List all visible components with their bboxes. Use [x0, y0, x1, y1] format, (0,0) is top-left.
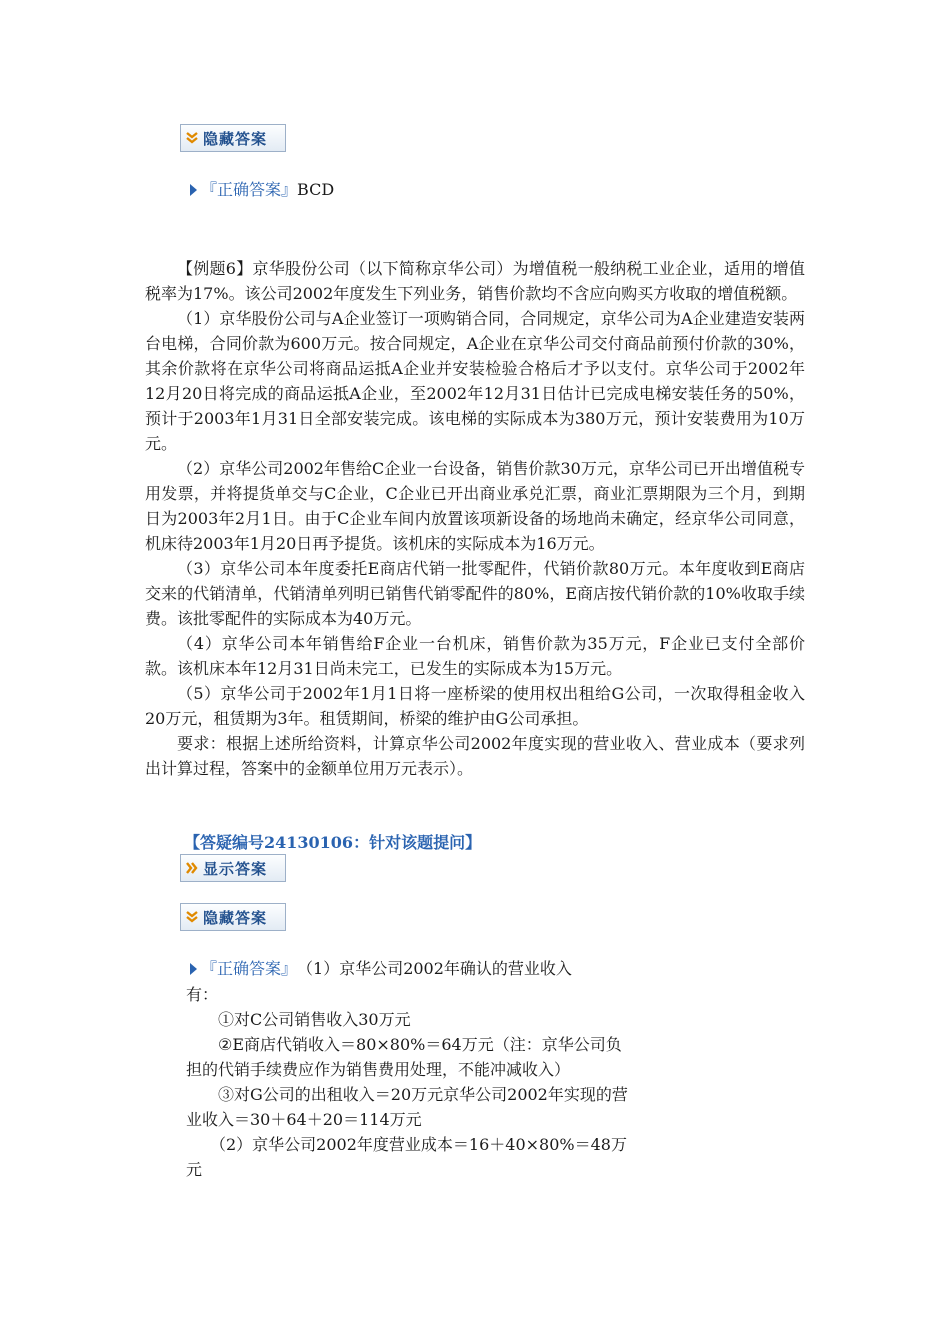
- correct-answer-label: 『正确答案』: [201, 959, 298, 978]
- question-item-2: （2）京华公司2002年售给C企业一台设备，销售价款30万元，京华公司已开出增值税专用发票，并将提货单交与C企业，C企业已开出商业承兑汇票，商业汇票期限为三个月，到期日为2003年2月1日。由于C企业车间内放置该项新设备的场地尚未确定，经京华公司同意，机床待2003年1月20日再予提货。该机床的实际成本为16万元。: [145, 459, 805, 553]
- hide-answer-label: 隐藏答案: [203, 129, 268, 148]
- hide-answer-button[interactable]: [180, 124, 286, 152]
- show-answer-button[interactable]: [180, 854, 286, 882]
- question-item-5: （5）京华公司于2002年1月1日将一座桥梁的使用权出租给G公司，一次取得租金收入20万元，租赁期为3年。租赁期间，桥梁的维护由G公司承担。: [145, 684, 805, 728]
- hide-answer-button-2[interactable]: [180, 903, 286, 931]
- solution-g-revenue: ③对G公司的出租收入＝20万元京华公司2002年实现的营业收入＝30＋64＋20＝114万元: [186, 1085, 628, 1129]
- solution-cost: （2）京华公司2002年度营业成本＝16＋40×80%＝48万元: [186, 1135, 627, 1179]
- example-question: [145, 256, 805, 781]
- solution-e-revenue: ②E商店代销收入＝80×80%＝64万元（注：京华公司负担的代销手续费应作为销售费用处理，不能冲减收入）: [186, 1035, 622, 1079]
- show-answer-label: 显示答案: [203, 859, 268, 878]
- solution-body: [186, 982, 636, 1182]
- double-chevron-down-icon: [185, 131, 199, 145]
- qa-link[interactable]: 【答疑编号24130106：针对该题提问】: [184, 833, 482, 852]
- question-item-4: （4）京华公司本年销售给F企业一台机床，销售价款为35万元，F企业已支付全部价款。该机床本年12月31日尚未完工，已发生的实际成本为15万元。: [145, 634, 805, 678]
- double-chevron-right-icon: [185, 861, 199, 875]
- correct-answer-label: 『正确答案』: [201, 180, 298, 199]
- double-chevron-down-icon: [185, 910, 199, 924]
- correct-answer-line: [190, 177, 334, 203]
- question-item-3: （3）京华公司本年度委托E商店代销一批零配件，代销价款80万元。本年度收到E商店交来的代销清单，代销清单列明已销售代销零配件的80%，E商店按代销价款的10%收取手续费。该批零配件的实际成本为40万元。: [145, 559, 805, 628]
- correct-answer-value: BCD: [297, 180, 335, 199]
- solution-c-revenue: ①对C公司销售收入30万元: [218, 1010, 411, 1029]
- correct-answer-line-2: [190, 956, 572, 982]
- question-item-1: （1）京华股份公司与A企业签订一项购销合同，合同规定，京华公司为A企业建造安装两台电梯，合同价款为600万元。按合同规定，A企业在京华公司交付商品前预付价款的30%，其余价款将在京华公司将商品运抵A企业并安装检验合格后才予以支付。京华公司于2002年12月20日将完成的商品运抵A企业，至2002年12月31日估计已完成电梯安装任务的50%，预计于2003年1月31日全部安装完成。该电梯的实际成本为380万元，预计安装费用为10万元。: [145, 309, 805, 453]
- solution-first-line: （1）京华公司2002年确认的营业收入: [297, 959, 572, 978]
- question-intro: 【例题6】京华股份公司（以下简称京华公司）为增值税一般纳税工业企业，适用的增值税率为17%。该公司2002年度发生下列业务，销售价款均不含应向购买方收取的增值税额。: [145, 259, 805, 303]
- solution-has: 有：: [186, 985, 219, 1004]
- triangle-right-icon: [190, 184, 197, 196]
- question-requirement: 要求：根据上述所给资料，计算京华公司2002年度实现的营业收入、营业成本（要求列出计算过程，答案中的金额单位用万元表示）。: [145, 734, 805, 778]
- triangle-right-icon: [190, 963, 197, 975]
- hide-answer-label: 隐藏答案: [203, 908, 268, 927]
